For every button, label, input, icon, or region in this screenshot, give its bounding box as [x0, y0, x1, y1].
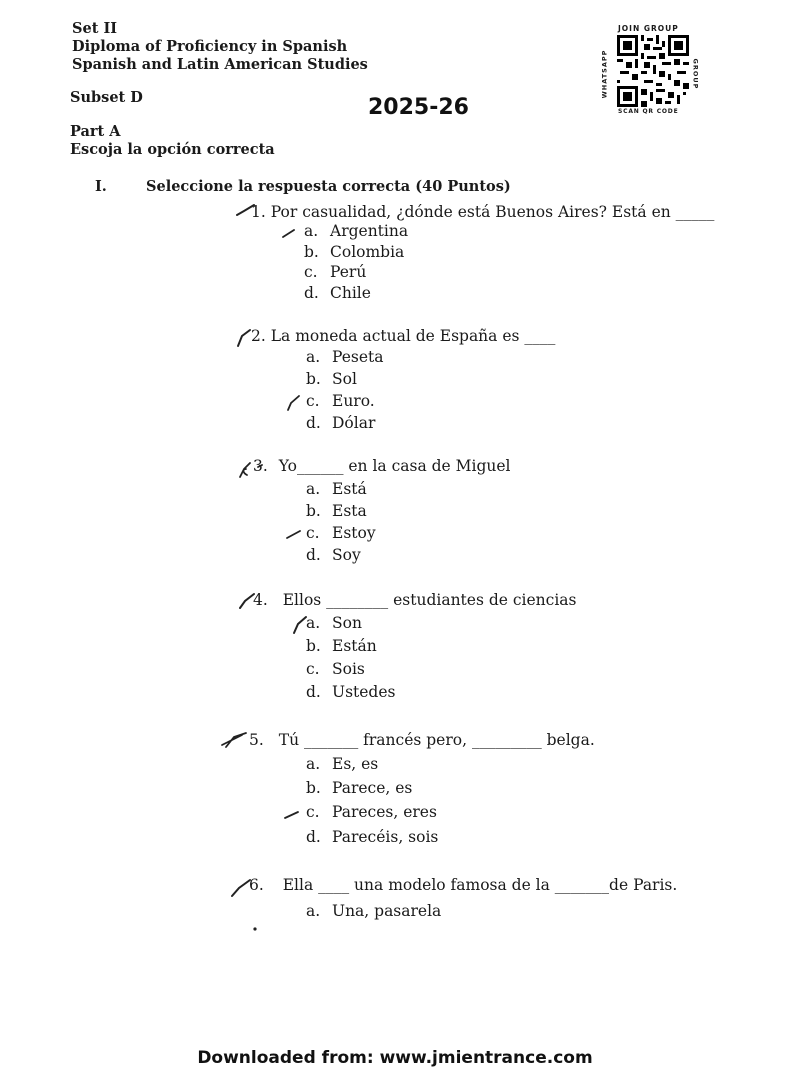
- question-2: [251, 327, 555, 345]
- option-text: Soy: [332, 546, 361, 564]
- option-letter: b.: [306, 502, 321, 520]
- question-3: [253, 457, 511, 475]
- option-text: Parecéis, sois: [332, 828, 439, 846]
- option-text: Dólar: [332, 414, 376, 432]
- question-text: Ellos ________ estudiantes de ciencias: [282, 591, 577, 609]
- question-6: [249, 876, 677, 894]
- qr-code-icon[interactable]: [617, 35, 689, 107]
- tick-mark-icon: [236, 203, 256, 217]
- footer-source: Downloaded from: www.jmientrance.com: [197, 1048, 593, 1068]
- option-1a[interactable]: [304, 222, 408, 240]
- tick-mark-icon: [220, 731, 248, 749]
- qr-left-label: WHATSAPP: [600, 49, 609, 99]
- option-letter: d.: [304, 284, 319, 302]
- option-text: Estoy: [332, 524, 376, 542]
- option-letter: d.: [306, 414, 321, 432]
- option-text: Argentina: [330, 222, 409, 240]
- option-3b[interactable]: [306, 502, 367, 520]
- tick-mark-icon: [238, 592, 256, 610]
- option-letter: d.: [306, 828, 321, 846]
- question-number: 2.: [251, 327, 266, 345]
- option-letter: c.: [304, 263, 318, 281]
- option-letter: d.: [306, 683, 321, 701]
- option-5c[interactable]: [306, 803, 437, 821]
- question-5: [249, 731, 595, 749]
- option-letter: c.: [306, 392, 320, 410]
- option-4d[interactable]: [306, 683, 395, 701]
- question-text: Ella ____ una modelo famosa de la _______de Paris.: [282, 876, 678, 894]
- option-text: Una, pasarela: [332, 902, 442, 920]
- option-text: Perú: [330, 263, 367, 281]
- option-letter: a.: [306, 348, 321, 366]
- option-letter: c.: [306, 660, 320, 678]
- option-text: Sol: [332, 370, 357, 388]
- question-text: Tú _______ francés pero, _________ belga.: [278, 731, 595, 749]
- tick-mark-icon: [236, 328, 252, 348]
- tick-mark-icon: [286, 528, 302, 540]
- tick-mark-icon: [230, 878, 252, 898]
- option-letter: a.: [306, 755, 321, 773]
- option-text: Está: [332, 480, 367, 498]
- option-text: Son: [332, 614, 362, 632]
- option-letter: b.: [306, 637, 321, 655]
- option-letter: b.: [306, 779, 321, 797]
- option-letter: a.: [306, 480, 321, 498]
- option-text: Euro.: [332, 392, 375, 410]
- option-letter: a.: [306, 614, 321, 632]
- option-1c[interactable]: [304, 263, 366, 281]
- subset-label: Subset D: [70, 89, 143, 106]
- option-text: Sois: [332, 660, 365, 678]
- year-label: 2025-26: [368, 95, 469, 120]
- option-text: Peseta: [332, 348, 384, 366]
- option-letter: d.: [306, 546, 321, 564]
- question-number: 5.: [249, 731, 264, 749]
- option-letter: b.: [304, 243, 319, 261]
- option-letter: c.: [306, 803, 320, 821]
- option-2c[interactable]: [306, 392, 375, 410]
- ink-dot-icon: [252, 926, 258, 932]
- tick-mark-icon: [284, 808, 300, 820]
- option-letter: b.: [306, 370, 321, 388]
- tick-mark-icon: [292, 615, 308, 635]
- question-text: La moneda actual de España es ____: [270, 327, 556, 345]
- tick-mark-icon: [286, 394, 302, 412]
- option-4c[interactable]: [306, 660, 365, 678]
- option-3a[interactable]: [306, 480, 367, 498]
- option-letter: a.: [304, 222, 319, 240]
- option-1d[interactable]: [304, 284, 371, 302]
- option-letter: c.: [306, 524, 320, 542]
- qr-bottom-label: SCAN QR CODE: [618, 108, 679, 115]
- question-4: [253, 591, 576, 609]
- question-number: 6.: [249, 876, 264, 894]
- tick-mark-icon: [238, 459, 266, 479]
- question-text: Yo______ en la casa de Miguel: [278, 457, 511, 475]
- qr-block[interactable]: [600, 24, 704, 118]
- diploma-title: Diploma of Proficiency in Spanish: [72, 38, 348, 55]
- option-2b[interactable]: [306, 370, 357, 388]
- option-3c[interactable]: [306, 524, 376, 542]
- qr-right-label: GROUP: [691, 58, 700, 90]
- option-3d[interactable]: [306, 546, 361, 564]
- option-text: Ustedes: [332, 683, 396, 701]
- option-4a[interactable]: [306, 614, 362, 632]
- option-2a[interactable]: [306, 348, 384, 366]
- option-2d[interactable]: [306, 414, 375, 432]
- program-title: Spanish and Latin American Studies: [72, 56, 368, 73]
- option-text: Colombia: [330, 243, 405, 261]
- option-4b[interactable]: [306, 637, 377, 655]
- option-6a[interactable]: [306, 902, 441, 920]
- option-letter: a.: [306, 902, 321, 920]
- qr-top-label: JOIN GROUP: [618, 24, 679, 33]
- option-text: Están: [332, 637, 377, 655]
- question-number: 3.: [253, 457, 268, 475]
- option-text: Pareces, eres: [332, 803, 437, 821]
- option-text: Chile: [330, 284, 371, 302]
- option-5d[interactable]: [306, 828, 438, 846]
- option-1b[interactable]: [304, 243, 404, 261]
- question-1: [251, 203, 714, 221]
- tick-mark-icon: [282, 227, 296, 239]
- option-text: Es, es: [332, 755, 379, 773]
- set-label: Set II: [72, 20, 118, 37]
- question-text: Por casualidad, ¿dónde está Buenos Aires? Está en _____: [270, 203, 715, 221]
- section-number: I.: [95, 178, 107, 195]
- section-title: Seleccione la respuesta correcta (40 Puntos): [146, 178, 511, 195]
- question-number: 4.: [253, 591, 268, 609]
- option-5a[interactable]: [306, 755, 378, 773]
- part-label: Part A: [70, 123, 121, 140]
- option-5b[interactable]: [306, 779, 412, 797]
- option-text: Esta: [332, 502, 367, 520]
- option-text: Parece, es: [332, 779, 413, 797]
- instruction-label: Escoja la opción correcta: [70, 141, 275, 158]
- question-number: 1.: [251, 203, 266, 221]
